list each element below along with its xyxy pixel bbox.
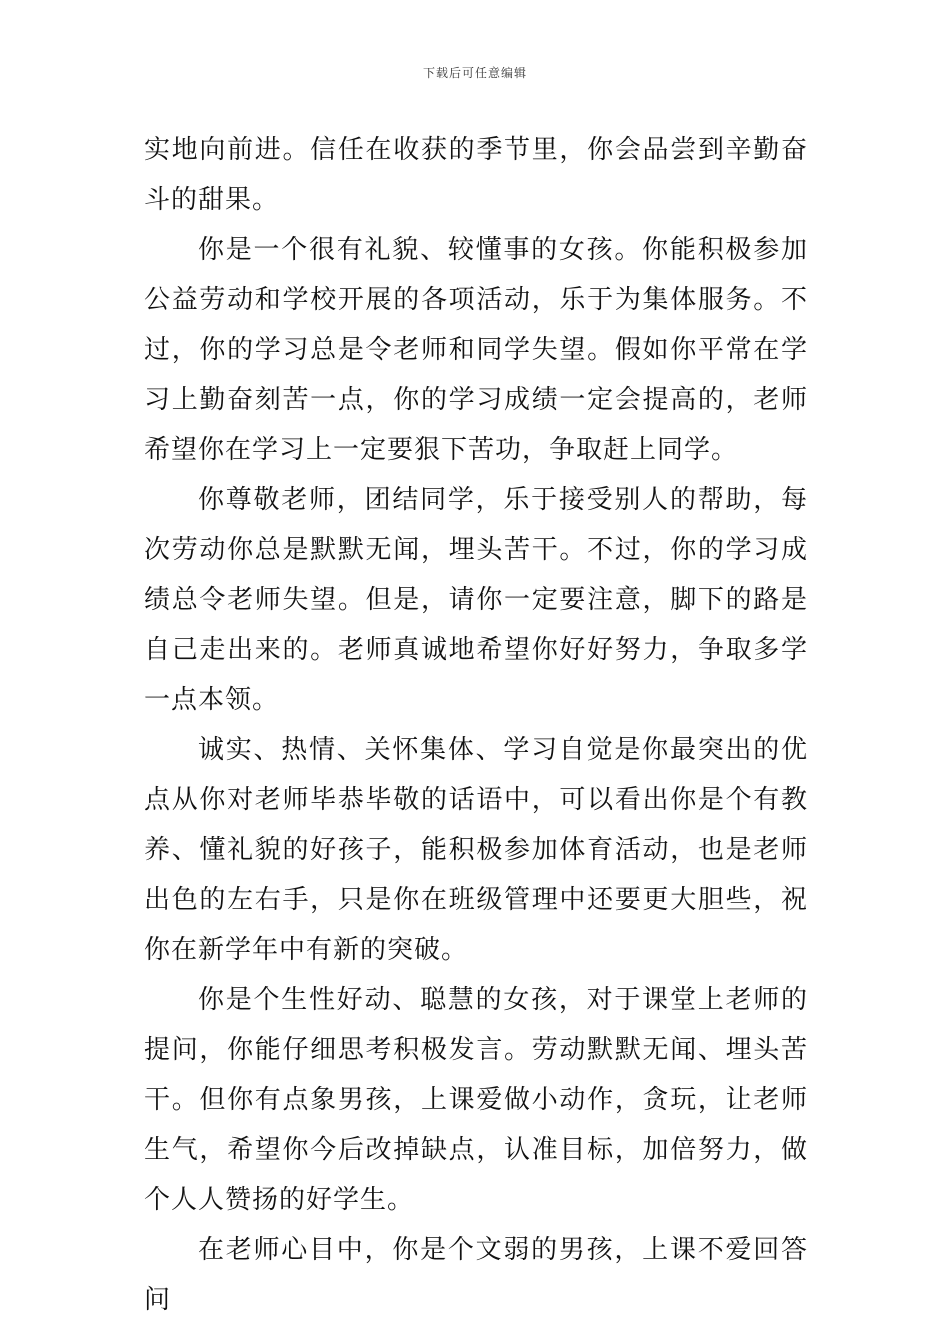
paragraph: 你是个生性好动、聪慧的女孩，对于课堂上老师的提问，你能仔细思考积极发言。劳动默默无闻、埋头苦干。但你有点象男孩，上课爱做小动作，贪玩，让老师生气，希望你今后改掉缺点，认准目标，加倍努力，做个人人赞扬的好学生。: [144, 985, 808, 1215]
page-header: 下载后可任意编辑: [422, 66, 527, 80]
paragraph: 诚实、热情、关怀集体、学习自觉是你最突出的优点从你对老师毕恭毕敬的话语中，可以看出你是个有教养、懂礼貌的好孩子，能积极参加体育活动，也是老师出色的左右手，只是你在班级管理中还要更大胆些，祝你在新学年中有新的突破。: [144, 735, 808, 965]
document-body: [144, 125, 808, 1325]
paragraph: 在老师心目中，你是个文弱的男孩，上课不爱回答问: [144, 1235, 808, 1315]
paragraph: 你尊敬老师，团结同学，乐于接受别人的帮助，每次劳动你总是默默无闻，埋头苦干。不过，你的学习成绩总令老师失望。但是，请你一定要注意，脚下的路是自己走出来的。老师真诚地希望你好好努力，争取多学一点本领。: [144, 485, 808, 715]
paragraph: 你是一个很有礼貌、较懂事的女孩。你能积极参加公益劳动和学校开展的各项活动，乐于为集体服务。不过，你的学习总是令老师和同学失望。假如你平常在学习上勤奋刻苦一点，你的学习成绩一定会提高的，老师希望你在学习上一定要狠下苦功，争取赶上同学。: [144, 235, 808, 465]
paragraph-continuation: 实地向前进。信任在收获的季节里，你会品尝到辛勤奋斗的甜果。: [144, 135, 808, 215]
